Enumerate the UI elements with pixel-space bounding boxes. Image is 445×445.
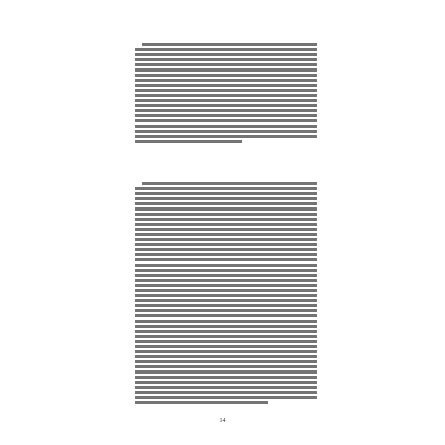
text-line (135, 330, 317, 333)
text-line (135, 258, 317, 261)
text-line (135, 104, 317, 107)
text-line (142, 182, 317, 185)
text-line (135, 370, 317, 373)
text-line (135, 187, 317, 190)
text-line (135, 360, 317, 363)
text-line (135, 109, 317, 112)
text-line (135, 401, 268, 404)
text-line (135, 391, 317, 394)
text-line (135, 345, 317, 348)
text-line (135, 335, 317, 338)
text-line (135, 125, 317, 128)
text-line (135, 94, 317, 97)
text-line (142, 43, 317, 46)
paragraph-1 (135, 43, 317, 145)
text-line (135, 130, 317, 133)
text-line (135, 114, 317, 117)
text-line (135, 314, 317, 317)
text-line (135, 202, 317, 205)
text-line (135, 381, 317, 384)
text-line (135, 264, 317, 267)
paragraph-2 (135, 182, 317, 406)
text-line (135, 119, 317, 122)
text-line (135, 253, 317, 256)
text-line (135, 365, 317, 368)
text-line (135, 63, 317, 66)
text-line (135, 350, 317, 353)
text-line (135, 386, 317, 389)
text-line (135, 79, 317, 82)
text-line (135, 58, 317, 61)
text-line (135, 248, 317, 251)
text-line (135, 68, 317, 71)
text-line (135, 84, 317, 87)
text-line (135, 53, 317, 56)
text-line (135, 396, 317, 399)
text-line (135, 320, 317, 323)
text-line (135, 355, 317, 358)
text-line (135, 223, 317, 226)
text-line (135, 74, 317, 77)
text-line (135, 289, 317, 292)
text-line (135, 213, 317, 216)
text-line (135, 269, 317, 272)
text-line (135, 99, 317, 102)
text-line (135, 243, 317, 246)
text-line (135, 218, 317, 221)
text-line (135, 304, 317, 307)
page-number: 14 (219, 418, 226, 424)
text-line (135, 207, 317, 210)
text-line (135, 284, 317, 287)
text-line (135, 197, 317, 200)
text-line (135, 192, 317, 195)
text-line (135, 89, 317, 92)
text-line (135, 309, 317, 312)
text-line (135, 299, 317, 302)
text-line (135, 294, 317, 297)
text-line (135, 274, 317, 277)
text-line (135, 325, 317, 328)
text-line (135, 48, 317, 51)
text-line (135, 279, 317, 282)
text-line (135, 140, 242, 143)
text-line (135, 135, 317, 138)
text-line (135, 233, 317, 236)
text-line (135, 340, 317, 343)
text-line (135, 376, 317, 379)
text-line (135, 238, 317, 241)
text-line (135, 228, 317, 231)
